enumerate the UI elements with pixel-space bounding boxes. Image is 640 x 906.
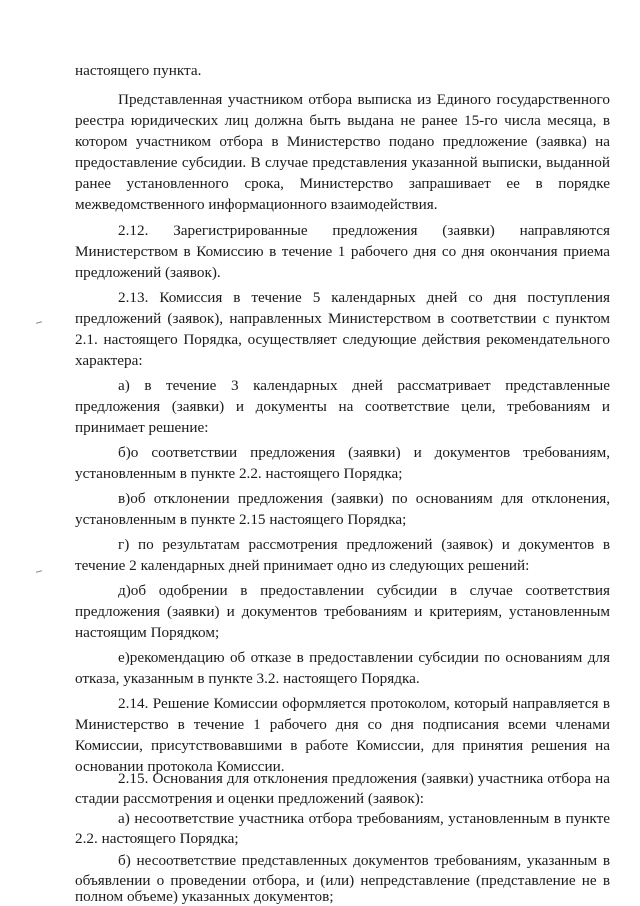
- text-line: установленным в пункте 2.15 настоящего Порядка;: [75, 511, 407, 528]
- text-line: отказа, указанным в пункте 3.2. настоящего Порядка.: [75, 670, 420, 687]
- text-line: б)о соответствии предложения (заявки) и документов требованиям,: [118, 444, 610, 461]
- text-line: 2.2. настоящего Порядка;: [75, 830, 239, 847]
- text-line: характера:: [75, 352, 143, 369]
- text-line: полном объеме) указанных документов;: [75, 888, 334, 905]
- text-line: д)об одобрении в предоставлении субсидии в случае соответствия: [118, 582, 610, 599]
- scan-mark: [36, 321, 42, 324]
- text-line: 2.14. Решение Комиссии оформляется протоколом, который направляется в: [118, 695, 610, 712]
- text-line: предложений (заявок).: [75, 264, 221, 281]
- scan-mark: [36, 570, 42, 573]
- text-line: 2.15. Основания для отклонения предложения (заявки) участника отбора на: [118, 770, 610, 787]
- text-line: 2.12. Зарегистрированные предложения (заявки) направляются: [118, 222, 610, 239]
- text-line: предложений (заявок), направленных Министерством в соответствии с пунктом: [75, 310, 610, 327]
- text-line: а) в течение 3 календарных дней рассматривает представленные: [118, 377, 610, 394]
- text-line: объявлении о проведении отбора, и (или) непредставление (представление не в: [75, 872, 610, 889]
- text-line: настоящего пункта.: [75, 62, 202, 79]
- text-line: е)рекомендацию об отказе в предоставлении субсидии по основаниям для: [118, 649, 610, 666]
- text-line: межведомственного информационного взаимодействия.: [75, 196, 438, 213]
- text-line: течение 2 календарных дней принимает одно из следующих решений:: [75, 557, 530, 574]
- text-line: основании протокола Комиссии.: [75, 758, 285, 775]
- text-line: настоящим Порядком;: [75, 624, 220, 641]
- text-line: котором участником отбора в Министерство подано предложение (заявка) на: [75, 133, 610, 150]
- text-line: в)об отклонении предложения (заявки) по основаниям для отклонения,: [118, 490, 610, 507]
- text-line: Министерство в течение 1 рабочего дня со дня подписания всеми членами: [75, 716, 610, 733]
- text-line: ранее установленного срока, Министерство запрашивает ее в порядке: [75, 175, 610, 192]
- text-line: г) по результатам рассмотрения предложений (заявок) и документов в: [118, 536, 610, 553]
- text-line: 2.1. настоящего Порядка, осуществляет следующие действия рекомендательного: [75, 331, 610, 348]
- text-line: Представленная участником отбора выписка из Единого государственного: [118, 91, 610, 108]
- text-line: Министерством в Комиссию в течение 1 рабочего дня со дня окончания приема: [75, 243, 610, 260]
- text-line: Комиссии, присутствовавшими в работе Комиссии, для принятия решения на: [75, 737, 610, 754]
- text-line: б) несоответствие представленных документов требованиям, указанным в: [118, 852, 610, 869]
- text-line: 2.13. Комиссия в течение 5 календарных дней со дня поступления: [118, 289, 610, 306]
- text-line: стадии рассмотрения и оценки предложений (заявок):: [75, 790, 425, 807]
- text-line: принимает решение:: [75, 419, 209, 436]
- text-line: а) несоответствие участника отбора требованиям, установленным в пункте: [118, 810, 610, 827]
- text-line: предложения (заявки) и документы на соответствие цели, требованиям и: [75, 398, 610, 415]
- text-line: реестра юридических лиц должна быть выдана не ранее 15-го числа месяца, в: [75, 112, 610, 129]
- text-line: предоставление субсидии. В случае представления указанной выписки, выданной: [75, 154, 610, 171]
- text-line: установленным в пункте 2.2. настоящего Порядка;: [75, 465, 403, 482]
- text-line: предложения (заявки) и документов требованиям и критериям, установленным: [75, 603, 610, 620]
